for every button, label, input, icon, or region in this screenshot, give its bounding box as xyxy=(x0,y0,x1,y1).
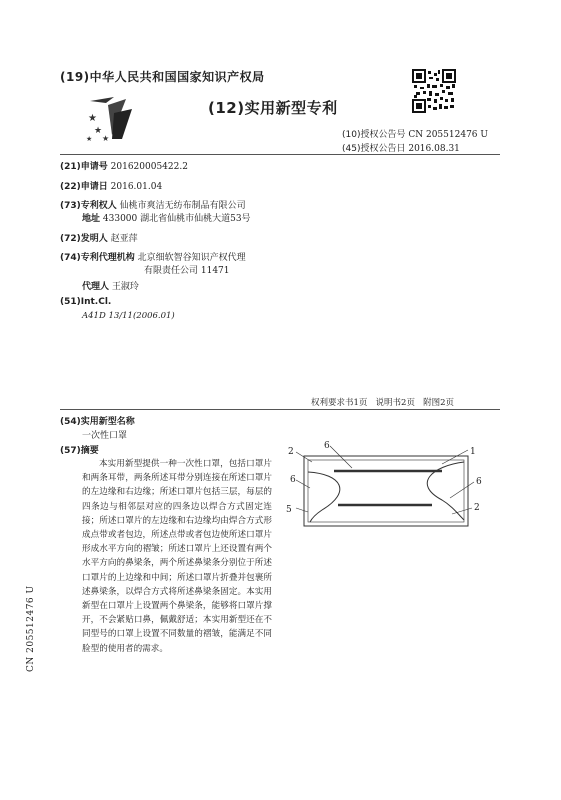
patentee: 仙桃市爽洁无纺布制品有限公司 xyxy=(119,201,246,211)
cnipa-logo xyxy=(82,95,142,145)
agent-row xyxy=(82,279,139,292)
figure-label-6b: 6 xyxy=(476,477,482,487)
office-code: (19) xyxy=(60,70,90,84)
abstract-label-text: (57)摘要 xyxy=(60,446,99,456)
agency-line1: 北京细软智谷知识产权代理 xyxy=(137,253,246,263)
figure-label-5: 6 xyxy=(290,475,296,485)
intcl-value: A41D 13/11(2006.01) xyxy=(82,311,175,321)
agency-line2: 有限责任公司 11471 xyxy=(144,266,230,276)
ear-loop-left xyxy=(308,472,340,522)
qr-code xyxy=(412,69,456,113)
application-number: 201620005422.2 xyxy=(110,162,188,172)
application-number-label: (21)申请号 xyxy=(60,162,108,172)
description-pages: 说明书2页 xyxy=(375,398,415,408)
doc-type xyxy=(208,97,338,118)
grant-date: 2016.08.31 xyxy=(408,144,460,154)
office-header xyxy=(60,68,265,85)
grant-date-row xyxy=(342,141,460,154)
doc-type-code: (12) xyxy=(208,99,245,117)
utility-title: 一次性口罩 xyxy=(82,431,128,441)
inventor-row xyxy=(60,231,138,244)
patentee-row xyxy=(60,198,246,211)
grant-date-label: (45)授权公告日 xyxy=(342,144,406,154)
section-divider xyxy=(60,409,500,410)
svg-text:★: ★ xyxy=(94,126,103,136)
svg-text:★: ★ xyxy=(102,134,110,143)
page-counts xyxy=(311,396,454,408)
svg-text:★: ★ xyxy=(86,135,93,143)
figure-label-6a: 6 xyxy=(324,441,330,451)
intcl-row xyxy=(60,297,111,307)
doc-type-name: 实用新型专利 xyxy=(244,99,338,117)
agency-label: (74)专利代理机构 xyxy=(60,253,135,263)
address-row xyxy=(82,211,251,224)
inventor-label: (72)发明人 xyxy=(60,234,108,244)
application-date-row xyxy=(60,179,162,192)
grant-number-label: (10)授权公告号 xyxy=(342,130,406,140)
agency-row xyxy=(60,250,246,263)
grant-number-row xyxy=(342,127,488,140)
svg-text:★: ★ xyxy=(88,113,97,124)
application-date-label: (22)申请日 xyxy=(60,182,108,192)
address-label: 地址 xyxy=(82,214,101,224)
figure-label-2a: 2 xyxy=(288,447,294,457)
agent: 王淑玲 xyxy=(111,282,139,292)
application-number-row xyxy=(60,159,188,172)
figure-label-1: 1 xyxy=(470,447,476,457)
side-publication-number: CN 205512476 U xyxy=(26,585,36,672)
title-label xyxy=(60,414,135,427)
grant-number: CN 205512476 U xyxy=(408,130,488,140)
drawings-pages: 附图2页 xyxy=(423,398,454,408)
header-divider xyxy=(60,154,500,155)
figure-label-2b: 2 xyxy=(474,503,480,513)
patentee-label: (73)专利权人 xyxy=(60,201,117,211)
application-date: 2016.01.04 xyxy=(110,182,163,192)
inventor: 赵亚萍 xyxy=(110,234,138,244)
mask-figure xyxy=(282,440,498,540)
claims-pages: 权利要求书1页 xyxy=(311,398,368,408)
office-name: 中华人民共和国国家知识产权局 xyxy=(89,70,265,84)
agent-label: 代理人 xyxy=(82,282,110,292)
abstract-text: 本实用新型提供一种一次性口罩，包括口罩片和两条耳带，两条所述耳带分别连接在所述口罩片的左边缘和右边缘；所述口罩片包括三层，每层的四条边与相邻层对应的四条边以焊合方式固定连接；所述口罩片的左边缘和右边缘均由焊合方式形成点带或者包边，所述点带或者包边使所述口罩片形成水平方向的褶皱；所述口罩片上还设置有两个水平方向的鼻梁条，两个所述鼻梁条分别位于所述口罩片的上边缘和中间；所述口罩片折叠并包裹所述鼻梁条，以焊合方式将所述鼻梁条固定。本实用新型在口罩片上设置两个鼻梁条，能够将口罩片撑开，不会紧贴口鼻，佩戴舒适；本实用新型还在不同型号的口罩上设置不同数量的褶皱，能满足不同脸型的使用者的需求。 xyxy=(82,459,272,654)
figure-label-4: 5 xyxy=(286,505,292,515)
address: 433000 湖北省仙桃市仙桃大道53号 xyxy=(102,214,251,224)
title-label-text: (54)实用新型名称 xyxy=(60,417,135,427)
intcl-label: (51)Int.Cl. xyxy=(60,297,112,307)
abstract-label xyxy=(60,443,99,456)
